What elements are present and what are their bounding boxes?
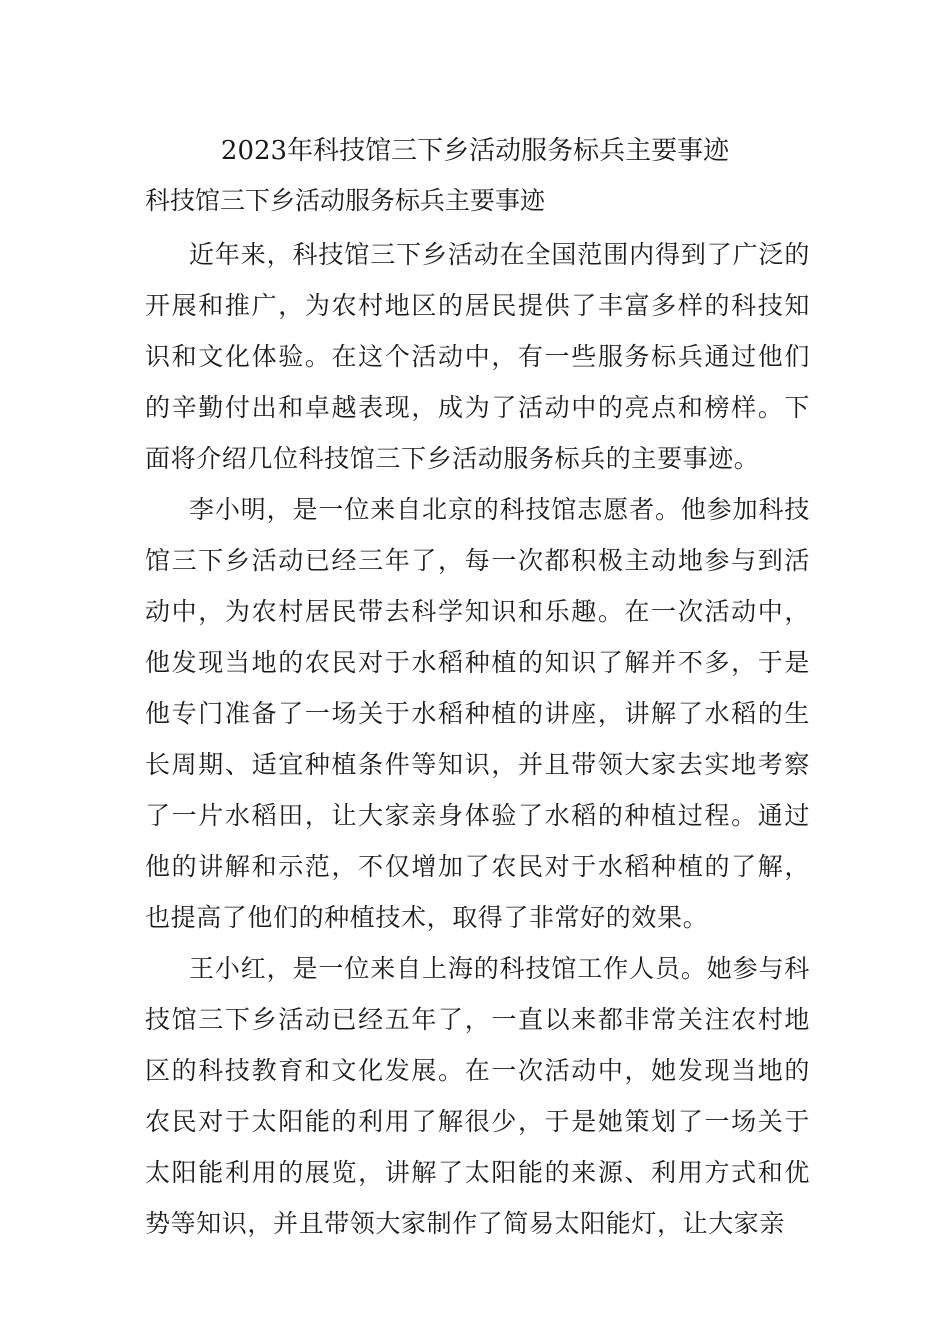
paragraph-wang-xiaohong: 王小红，是一位来自上海的科技馆工作人员。她参与科技馆三下乡活动已经五年了，一直以来都非常关注农村地区的科技教育和文化发展。在一次活动中，她发现当地的农民对于太阳能的利用了解很少，于是她策划了一场关于太阳能利用的展览，讲解了太阳能的来源、利用方式和优势等知识，并且带领大家制作了简易太阳能灯，让大家亲 — [145, 954, 810, 1238]
paragraph-intro: 近年来，科技馆三下乡活动在全国范围内得到了广泛的开展和推广，为农村地区的居民提供了丰富多样的科技知识和文化体验。在这个活动中，有一些服务标兵通过他们的辛勤付出和卓越表现，成为了活动中的亮点和榜样。下面将介绍几位科技馆三下乡活动服务标兵的主要事迹。 — [145, 240, 810, 473]
paragraph-li-xiaoming: 李小明，是一位来自北京的科技馆志愿者。他参加科技馆三下乡活动已经三年了，每一次都积极主动地参与到活动中，为农村居民带去科学知识和乐趣。在一次活动中，他发现当地的农民对于水稻种植的知识了解并不多，于是他专门准备了一场关于水稻种植的讲座，讲解了水稻的生长周期、适宜种植条件等知识，并且带领大家去实地考察了一片水稻田，让大家亲身体验了水稻的种植过程。通过他的讲解和示范，不仅增加了农民对于水稻种植的了解，也提高了他们的种植技术，取得了非常好的效果。 — [145, 495, 810, 932]
document-body — [145, 229, 810, 1249]
document-subtitle: 科技馆三下乡活动服务标兵主要事迹 — [145, 186, 546, 215]
document-title: 2023年科技馆三下乡活动服务标兵主要事迹 — [220, 136, 730, 166]
